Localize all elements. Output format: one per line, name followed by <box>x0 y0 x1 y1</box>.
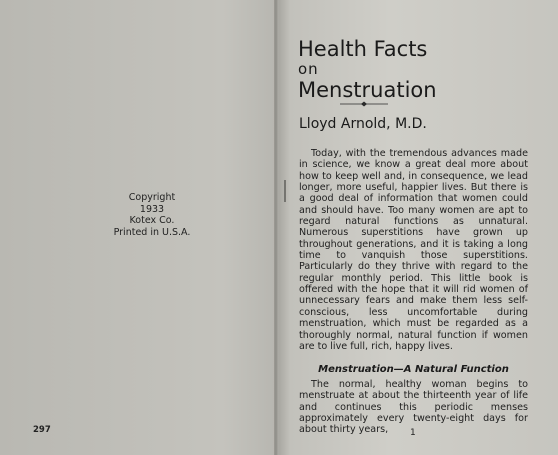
right-page-number: 1 <box>410 428 416 438</box>
copyright-year: 1933 <box>139 203 165 215</box>
copyright-printed: Printed in U.S.A. <box>113 226 191 238</box>
copyright-company: Kotex Co. <box>129 215 175 226</box>
title-line-1: Health Facts <box>298 37 428 61</box>
book-gutter <box>274 0 278 455</box>
copyright-notice <box>92 192 212 238</box>
author-name: Lloyd Arnold, M.D. <box>299 116 427 132</box>
title-ornament-rule <box>340 101 388 107</box>
section-paragraph: The normal, healthy woman begins to menstruate at about the thirteenth year of life and continues this periodic menses approximately every twenty-eight days for about thirty years, <box>299 379 528 436</box>
title-line-2: on <box>298 60 319 78</box>
section-heading: Menstruation—A Natural Function <box>318 364 509 375</box>
title-line-3: Menstruation <box>298 78 437 102</box>
margin-mark <box>284 180 286 202</box>
page-title <box>298 38 498 102</box>
copyright-line: Copyright <box>128 192 176 203</box>
intro-paragraph: Today, with the tremendous advances made in science, we know a great deal more about how to keep well and, in consequence, we lead longer, more useful, happier lives. But there is a good deal of information that women could and should have. Too many women are apt to regard natural functions as unnatural. Numerous superstitions have grown up throughout generations, and it is taking a long time to vanquish those superstitions. Particularly do they thrive with regard to the regular monthly period. This little book is offered with the hope that it will rid women of unnecessary fears and make them less self-conscious, less uncomfortable during menstruation, which must be regarded as a thoroughly normal, natural function if women are to live full, rich, happy lives. <box>299 148 528 352</box>
left-page-number: 297 <box>33 425 51 435</box>
